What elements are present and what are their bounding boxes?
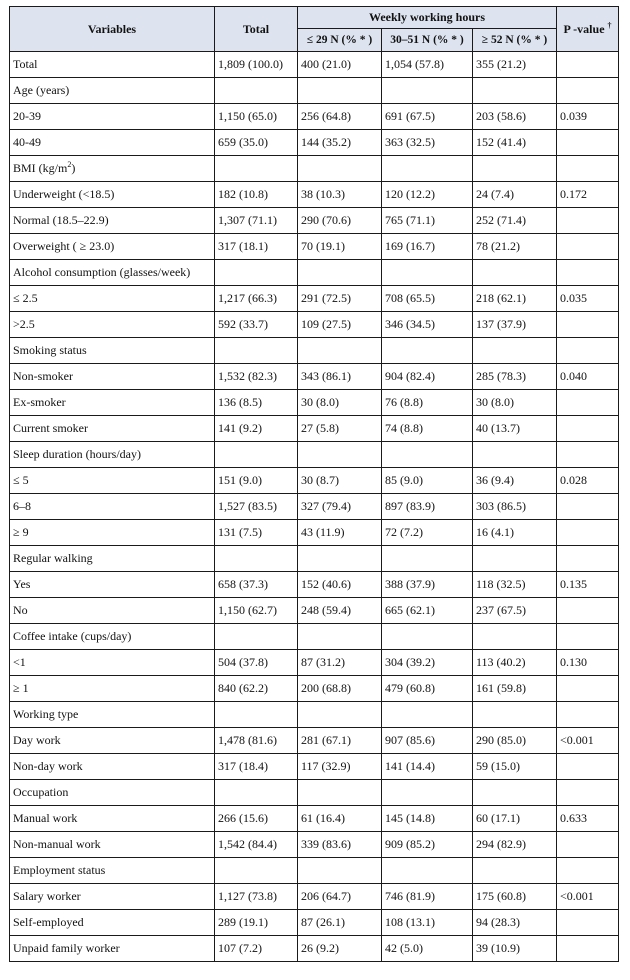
cell-pvalue — [557, 520, 619, 546]
cell-ge52: 16 (4.1) — [473, 520, 557, 546]
cell-30-51 — [382, 780, 473, 806]
cell-ge52 — [473, 780, 557, 806]
cell-pvalue — [557, 936, 619, 962]
table-row — [10, 182, 619, 208]
table-row — [10, 494, 619, 520]
cell-le29: 290 (70.6) — [298, 208, 382, 234]
cell-pvalue — [557, 546, 619, 572]
cell-ge52: 113 (40.2) — [473, 650, 557, 676]
cell-variable: ≤ 2.5 — [10, 286, 215, 312]
cell-pvalue: 0.633 — [557, 806, 619, 832]
cell-total: 131 (7.5) — [215, 520, 298, 546]
header-variables: Variables — [10, 7, 215, 52]
cell-total — [215, 858, 298, 884]
cell-variable: ≤ 5 — [10, 468, 215, 494]
cell-ge52: 59 (15.0) — [473, 754, 557, 780]
cell-total: 1,532 (82.3) — [215, 364, 298, 390]
cell-pvalue — [557, 130, 619, 156]
cell-total: 659 (35.0) — [215, 130, 298, 156]
cell-ge52: 285 (78.3) — [473, 364, 557, 390]
cell-pvalue: 0.028 — [557, 468, 619, 494]
cell-total: 840 (62.2) — [215, 676, 298, 702]
cell-pvalue: <0.001 — [557, 884, 619, 910]
cell-variable: Occupation — [10, 780, 215, 806]
cell-le29: 400 (21.0) — [298, 52, 382, 78]
cell-total — [215, 780, 298, 806]
cell-variable: Non-manual work — [10, 832, 215, 858]
cell-30-51: 304 (39.2) — [382, 650, 473, 676]
cell-30-51: 665 (62.1) — [382, 598, 473, 624]
cell-ge52: 290 (85.0) — [473, 728, 557, 754]
cell-le29 — [298, 780, 382, 806]
cell-30-51: 388 (37.9) — [382, 572, 473, 598]
cell-total: 182 (10.8) — [215, 182, 298, 208]
header-30-51: 30–51 N (% * ) — [382, 29, 473, 52]
cell-30-51 — [382, 858, 473, 884]
table-row — [10, 676, 619, 702]
cell-pvalue — [557, 234, 619, 260]
cell-variable: Self-employed — [10, 910, 215, 936]
cell-le29 — [298, 442, 382, 468]
table-header — [10, 7, 619, 52]
cell-pvalue — [557, 494, 619, 520]
cell-ge52 — [473, 78, 557, 104]
cell-30-51: 479 (60.8) — [382, 676, 473, 702]
cell-variable: Non-day work — [10, 754, 215, 780]
cell-30-51 — [382, 338, 473, 364]
cell-variable: Working type — [10, 702, 215, 728]
data-table — [9, 6, 619, 962]
cell-30-51: 141 (14.4) — [382, 754, 473, 780]
cell-ge52: 303 (86.5) — [473, 494, 557, 520]
cell-ge52: 36 (9.4) — [473, 468, 557, 494]
cell-ge52 — [473, 702, 557, 728]
table-row — [10, 208, 619, 234]
cell-30-51: 85 (9.0) — [382, 468, 473, 494]
table-row — [10, 884, 619, 910]
cell-pvalue — [557, 208, 619, 234]
table-row — [10, 806, 619, 832]
cell-pvalue — [557, 832, 619, 858]
cell-variable: 6–8 — [10, 494, 215, 520]
cell-pvalue — [557, 702, 619, 728]
cell-variable: Day work — [10, 728, 215, 754]
cell-total — [215, 260, 298, 286]
cell-variable: Sleep duration (hours/day) — [10, 442, 215, 468]
cell-pvalue — [557, 858, 619, 884]
cell-total: 317 (18.1) — [215, 234, 298, 260]
cell-le29: 87 (26.1) — [298, 910, 382, 936]
cell-pvalue: 0.039 — [557, 104, 619, 130]
cell-variable: Non-smoker — [10, 364, 215, 390]
cell-le29: 30 (8.7) — [298, 468, 382, 494]
table-row — [10, 52, 619, 78]
cell-total: 289 (19.1) — [215, 910, 298, 936]
cell-pvalue — [557, 312, 619, 338]
cell-pvalue: 0.035 — [557, 286, 619, 312]
table-row — [10, 338, 619, 364]
cell-ge52 — [473, 858, 557, 884]
cell-ge52: 40 (13.7) — [473, 416, 557, 442]
cell-pvalue — [557, 624, 619, 650]
cell-variable: >2.5 — [10, 312, 215, 338]
cell-le29 — [298, 156, 382, 182]
cell-le29 — [298, 702, 382, 728]
cell-total: 658 (37.3) — [215, 572, 298, 598]
header-pvalue — [557, 7, 619, 52]
cell-30-51: 169 (16.7) — [382, 234, 473, 260]
cell-variable: 20-39 — [10, 104, 215, 130]
table-row — [10, 442, 619, 468]
cell-le29 — [298, 546, 382, 572]
cell-total: 1,809 (100.0) — [215, 52, 298, 78]
table-row — [10, 520, 619, 546]
cell-30-51 — [382, 442, 473, 468]
table-row — [10, 234, 619, 260]
header-le29: ≤ 29 N (% * ) — [298, 29, 382, 52]
cell-30-51: 1,054 (57.8) — [382, 52, 473, 78]
cell-pvalue — [557, 416, 619, 442]
cell-pvalue — [557, 338, 619, 364]
table-row — [10, 364, 619, 390]
cell-ge52 — [473, 260, 557, 286]
cell-pvalue — [557, 52, 619, 78]
cell-pvalue: 0.040 — [557, 364, 619, 390]
cell-variable: Ex-smoker — [10, 390, 215, 416]
cell-pvalue: 0.172 — [557, 182, 619, 208]
cell-variable: Salary worker — [10, 884, 215, 910]
cell-total — [215, 338, 298, 364]
table-row — [10, 702, 619, 728]
cell-variable: Unpaid family worker — [10, 936, 215, 962]
table-row — [10, 286, 619, 312]
cell-ge52: 218 (62.1) — [473, 286, 557, 312]
cell-30-51 — [382, 702, 473, 728]
cell-30-51 — [382, 624, 473, 650]
cell-variable: Smoking status — [10, 338, 215, 364]
cell-30-51: 72 (7.2) — [382, 520, 473, 546]
table-row — [10, 104, 619, 130]
cell-le29: 70 (19.1) — [298, 234, 382, 260]
table-row — [10, 910, 619, 936]
cell-le29: 200 (68.8) — [298, 676, 382, 702]
table-container — [9, 6, 618, 962]
table-row — [10, 468, 619, 494]
cell-le29: 152 (40.6) — [298, 572, 382, 598]
cell-le29: 248 (59.4) — [298, 598, 382, 624]
cell-30-51: 897 (83.9) — [382, 494, 473, 520]
cell-variable: Underweight (<18.5) — [10, 182, 215, 208]
cell-variable: ≥ 9 — [10, 520, 215, 546]
cell-ge52: 24 (7.4) — [473, 182, 557, 208]
cell-total: 1,527 (83.5) — [215, 494, 298, 520]
table-row — [10, 390, 619, 416]
cell-le29: 291 (72.5) — [298, 286, 382, 312]
table-row — [10, 130, 619, 156]
cell-le29: 87 (31.2) — [298, 650, 382, 676]
table-row — [10, 416, 619, 442]
cell-variable: Overweight ( ≥ 23.0) — [10, 234, 215, 260]
cell-ge52 — [473, 442, 557, 468]
cell-ge52 — [473, 338, 557, 364]
cell-le29 — [298, 624, 382, 650]
cell-30-51: 346 (34.5) — [382, 312, 473, 338]
cell-total: 1,150 (62.7) — [215, 598, 298, 624]
cell-30-51 — [382, 546, 473, 572]
cell-pvalue: 0.130 — [557, 650, 619, 676]
label-text: BMI (kg/m — [13, 161, 68, 175]
cell-30-51 — [382, 260, 473, 286]
header-weekly-working-hours: Weekly working hours — [298, 7, 557, 29]
table-row — [10, 650, 619, 676]
cell-le29: 26 (9.2) — [298, 936, 382, 962]
cell-variable: 40-49 — [10, 130, 215, 156]
cell-le29 — [298, 858, 382, 884]
cell-le29 — [298, 260, 382, 286]
table-body — [10, 52, 619, 962]
cell-le29: 206 (64.7) — [298, 884, 382, 910]
cell-30-51: 904 (82.4) — [382, 364, 473, 390]
cell-30-51: 42 (5.0) — [382, 936, 473, 962]
cell-ge52: 252 (71.4) — [473, 208, 557, 234]
cell-30-51: 363 (32.5) — [382, 130, 473, 156]
cell-le29 — [298, 78, 382, 104]
table-row — [10, 156, 619, 182]
cell-ge52: 161 (59.8) — [473, 676, 557, 702]
cell-pvalue: <0.001 — [557, 728, 619, 754]
cell-le29: 61 (16.4) — [298, 806, 382, 832]
table-row — [10, 598, 619, 624]
cell-variable — [10, 156, 215, 182]
cell-total: 141 (9.2) — [215, 416, 298, 442]
cell-variable: Normal (18.5–22.9) — [10, 208, 215, 234]
label-superscript: 2 — [67, 160, 72, 169]
cell-total: 1,217 (66.3) — [215, 286, 298, 312]
cell-le29: 256 (64.8) — [298, 104, 382, 130]
cell-pvalue — [557, 754, 619, 780]
cell-ge52 — [473, 624, 557, 650]
cell-total — [215, 546, 298, 572]
cell-total: 1,307 (71.1) — [215, 208, 298, 234]
cell-total — [215, 78, 298, 104]
cell-pvalue — [557, 390, 619, 416]
cell-30-51: 108 (13.1) — [382, 910, 473, 936]
table-row — [10, 78, 619, 104]
cell-ge52: 152 (41.4) — [473, 130, 557, 156]
cell-total: 592 (33.7) — [215, 312, 298, 338]
cell-le29: 327 (79.4) — [298, 494, 382, 520]
cell-pvalue — [557, 910, 619, 936]
cell-30-51: 907 (85.6) — [382, 728, 473, 754]
cell-le29: 117 (32.9) — [298, 754, 382, 780]
table-row — [10, 728, 619, 754]
cell-30-51: 691 (67.5) — [382, 104, 473, 130]
cell-total: 151 (9.0) — [215, 468, 298, 494]
cell-pvalue — [557, 598, 619, 624]
cell-total: 107 (7.2) — [215, 936, 298, 962]
cell-ge52 — [473, 156, 557, 182]
cell-variable: Age (years) — [10, 78, 215, 104]
cell-pvalue — [557, 442, 619, 468]
cell-30-51: 746 (81.9) — [382, 884, 473, 910]
cell-ge52: 60 (17.1) — [473, 806, 557, 832]
cell-total — [215, 156, 298, 182]
cell-pvalue — [557, 156, 619, 182]
cell-le29: 281 (67.1) — [298, 728, 382, 754]
cell-variable: Coffee intake (cups/day) — [10, 624, 215, 650]
cell-total: 317 (18.4) — [215, 754, 298, 780]
cell-le29: 27 (5.8) — [298, 416, 382, 442]
cell-total — [215, 702, 298, 728]
table-row — [10, 832, 619, 858]
cell-30-51: 909 (85.2) — [382, 832, 473, 858]
cell-ge52: 94 (28.3) — [473, 910, 557, 936]
cell-variable: Current smoker — [10, 416, 215, 442]
cell-variable: Yes — [10, 572, 215, 598]
cell-pvalue — [557, 676, 619, 702]
cell-ge52: 237 (67.5) — [473, 598, 557, 624]
cell-total: 136 (8.5) — [215, 390, 298, 416]
cell-le29: 30 (8.0) — [298, 390, 382, 416]
cell-ge52: 30 (8.0) — [473, 390, 557, 416]
cell-variable: <1 — [10, 650, 215, 676]
cell-le29: 343 (86.1) — [298, 364, 382, 390]
cell-ge52: 355 (21.2) — [473, 52, 557, 78]
cell-pvalue — [557, 780, 619, 806]
cell-total: 1,542 (84.4) — [215, 832, 298, 858]
cell-le29: 339 (83.6) — [298, 832, 382, 858]
cell-30-51: 74 (8.8) — [382, 416, 473, 442]
cell-le29: 38 (10.3) — [298, 182, 382, 208]
cell-variable: Employment status — [10, 858, 215, 884]
cell-30-51: 708 (65.5) — [382, 286, 473, 312]
pvalue-label: P -value — [563, 21, 605, 36]
cell-le29 — [298, 338, 382, 364]
table-row — [10, 546, 619, 572]
header-ge52: ≥ 52 N (% * ) — [473, 29, 557, 52]
pvalue-footnote-mark: † — [607, 20, 612, 30]
cell-total: 1,478 (81.6) — [215, 728, 298, 754]
cell-le29: 109 (27.5) — [298, 312, 382, 338]
cell-total: 1,150 (65.0) — [215, 104, 298, 130]
cell-ge52 — [473, 546, 557, 572]
table-row — [10, 754, 619, 780]
cell-ge52: 39 (10.9) — [473, 936, 557, 962]
cell-total: 504 (37.8) — [215, 650, 298, 676]
header-total: Total — [215, 7, 298, 52]
cell-pvalue — [557, 260, 619, 286]
cell-30-51: 76 (8.8) — [382, 390, 473, 416]
cell-ge52: 203 (58.6) — [473, 104, 557, 130]
cell-variable: ≥ 1 — [10, 676, 215, 702]
cell-total — [215, 442, 298, 468]
table-row — [10, 780, 619, 806]
cell-le29: 144 (35.2) — [298, 130, 382, 156]
cell-total — [215, 624, 298, 650]
cell-30-51: 145 (14.8) — [382, 806, 473, 832]
cell-30-51: 120 (12.2) — [382, 182, 473, 208]
cell-le29: 43 (11.9) — [298, 520, 382, 546]
table-row — [10, 858, 619, 884]
cell-variable: Alcohol consumption (glasses/week) — [10, 260, 215, 286]
cell-pvalue: 0.135 — [557, 572, 619, 598]
cell-total: 266 (15.6) — [215, 806, 298, 832]
table-row — [10, 936, 619, 962]
cell-30-51: 765 (71.1) — [382, 208, 473, 234]
cell-total: 1,127 (73.8) — [215, 884, 298, 910]
table-row — [10, 624, 619, 650]
cell-ge52: 137 (37.9) — [473, 312, 557, 338]
table-row — [10, 572, 619, 598]
cell-pvalue — [557, 78, 619, 104]
cell-ge52: 175 (60.8) — [473, 884, 557, 910]
cell-variable: Manual work — [10, 806, 215, 832]
cell-30-51 — [382, 156, 473, 182]
cell-variable: Total — [10, 52, 215, 78]
cell-ge52: 78 (21.2) — [473, 234, 557, 260]
table-row — [10, 260, 619, 286]
table-row — [10, 312, 619, 338]
cell-ge52: 294 (82.9) — [473, 832, 557, 858]
label-end: ) — [71, 161, 76, 175]
cell-variable: No — [10, 598, 215, 624]
cell-ge52: 118 (32.5) — [473, 572, 557, 598]
cell-variable: Regular walking — [10, 546, 215, 572]
cell-30-51 — [382, 78, 473, 104]
